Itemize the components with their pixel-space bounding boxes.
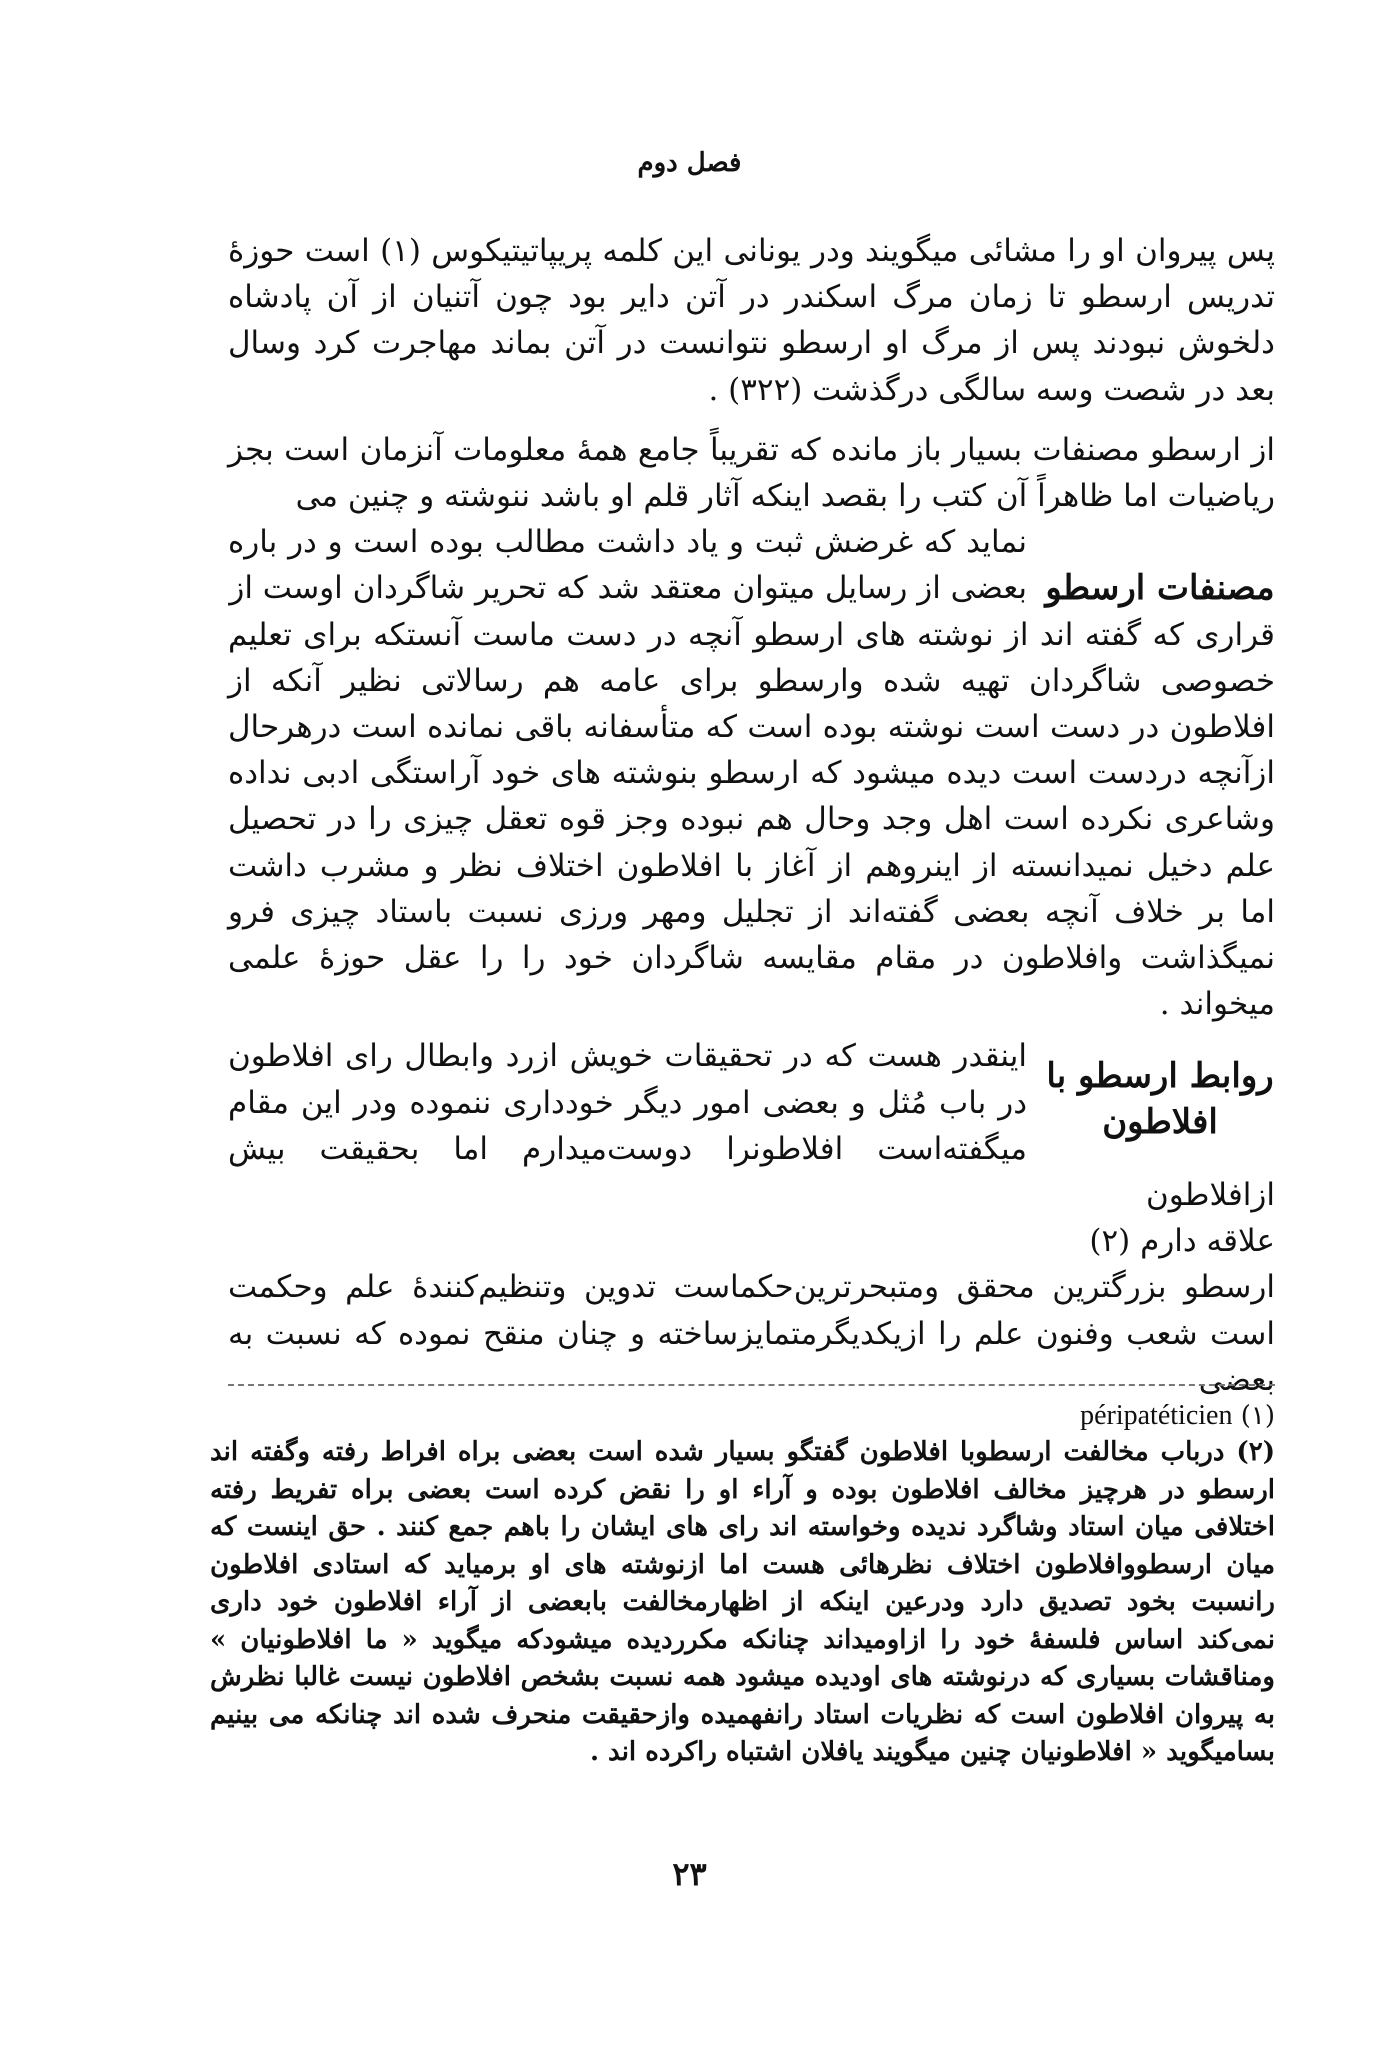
paragraph-2-top: از ارسطو مصنفات بسیار باز مانده که تقریباً جامع همهٔ معلومات آنزمان است بجز ریاضیات اما ظاهراً آن کتب را بقصد اینکه آثار قلم او باشد ننوشته و چنین می [228,431,1275,515]
paragraph-2-rest: قراری که گفته اند از نوشته های ارسطو آنچه در دست ماست آنستکه برای تعلیم خصوصی شاگردان تهیه شده وارسطو برای عامه هم رسالاتی نظیر آنکه از افلاطون در دست است نوشته بوده است که متأسفانه باقی نمانده است درهرحال ازآنچه دردست است دیده میشود که ارسطو بنوشته های خود آراستگی ادبی نداده وشاعری نکرده است اهل وجد وحال هم نبوده وجز قوه تعقل چیزی را در تحصیل علم دخیل نمیدانسته از اینروهم از آغاز با افلاطون اختلاف نظر و مشرب داشت اما بر خلاف آنچه بعضی گفته‌اند از تجلیل ومهر ورزی نسبت باستاد چیزی فرو نمیگذاشت وافلاطون در مقام مقایسه شاگردان خود را را عقل حوزهٔ علمی میخواند . [228,616,1275,1023]
chapter-header: فصل دوم [637,148,742,178]
side-heading-works: مصنفات ارسطو [1045,568,1275,609]
paragraph-3-side: اینقدر هست که در تحقیقات خویش ازرد وابطال رای افلاطون در باب مُثل و بعضی امور دیگر خودداری ننموده ودر این مقام میگفته‌است افلاطونرا دوست‌میدارم اما بحقیقت بیش ازافلاطون [228,1038,1275,1214]
footnote-1 [210,1398,1275,1434]
page-number: ۲۳ [672,1855,707,1893]
footnote-2: (۲) درباب مخالفت ارسطوبا افلاطون گفتگو بسیار شده است بعضی براه افراط رفته وگفته اند ارسطو در هرچیز مخالف افلاطون بوده و آراء او را نقض کرده است بعضی براه تفریط رفته اختلافی میان استاد وشاگرد ندیده وخواسته اند رای های ایشان را باهم جمع کنند . حق اینست که میان ارسطووافلاطون اختلاف نظرهائی هست اما ازنوشته های او برمیاید که استادی افلاطون رانسبت بخود تصدیق دارد ودرعین اینکه از اظهارمخالفت بابعضی از آراء افلاطون خود داری نمی‌کند اساس فلسفهٔ خود را ازاومیداند چنانکه مکرردیده میشودکه میگوید « ما افلاطونیان » ومناقشات بسیاری که درنوشته های اودیده میشود همه نسبت بشخص افلاطون نیست غالبا نظرش به پیروان افلاطون است که نظریات استاد رانفهمیده وازحقیقت منحرف شده اند چنانکه می بینیم بسامیگوید « افلاطونیان چنین میگویند یافلان اشتباه راکرده اند . [210,1437,1275,1767]
side-heading-relations: روابط ارسطو با افلاطون [1046,1056,1274,1143]
footnote-divider [228,1384,1275,1386]
footnote-1-number: (۱) [1240,1401,1275,1431]
footnotes [210,1398,1275,1772]
footnote-1-text: péripatéticien [1080,1400,1233,1431]
main-text [228,228,1275,1403]
paragraph-1: پس پیروان او را مشائی میگویند ودر یونانی این کلمه پریپاتیتیکوس (۱) است حوزهٔ تدریس ارسطو تا زمان مرگ اسکندر در آتن دایر بود چون آتنیان از آن پادشاه دلخوش نبودند پس از مرگ او ارسطو نتوانست در آتن بماند مهاجرت کرد وسال بعد در شصت وسه سالگی درگذشت (۳۲۲) . [228,233,1275,408]
paragraph-2-side: نماید که غرضش ثبت و یاد داشت مطالب بوده است و در باره بعضی از رسایل میتوان معتقد شد که تحریر شاگردان اوست از [228,524,1027,607]
paragraph-3-rest: علاقه دارم (۲) [1089,1223,1275,1260]
paragraph-4: ارسطو بزرگترین محقق ومتبحرترین‌حکماست تدوین وتنظیم‌کنندهٔ علم وحکمت است شعب وفنون علم را ازیکدیگرمتمایزساخته و چنان منقح نموده که نسبت به بعضی [228,1269,1275,1398]
